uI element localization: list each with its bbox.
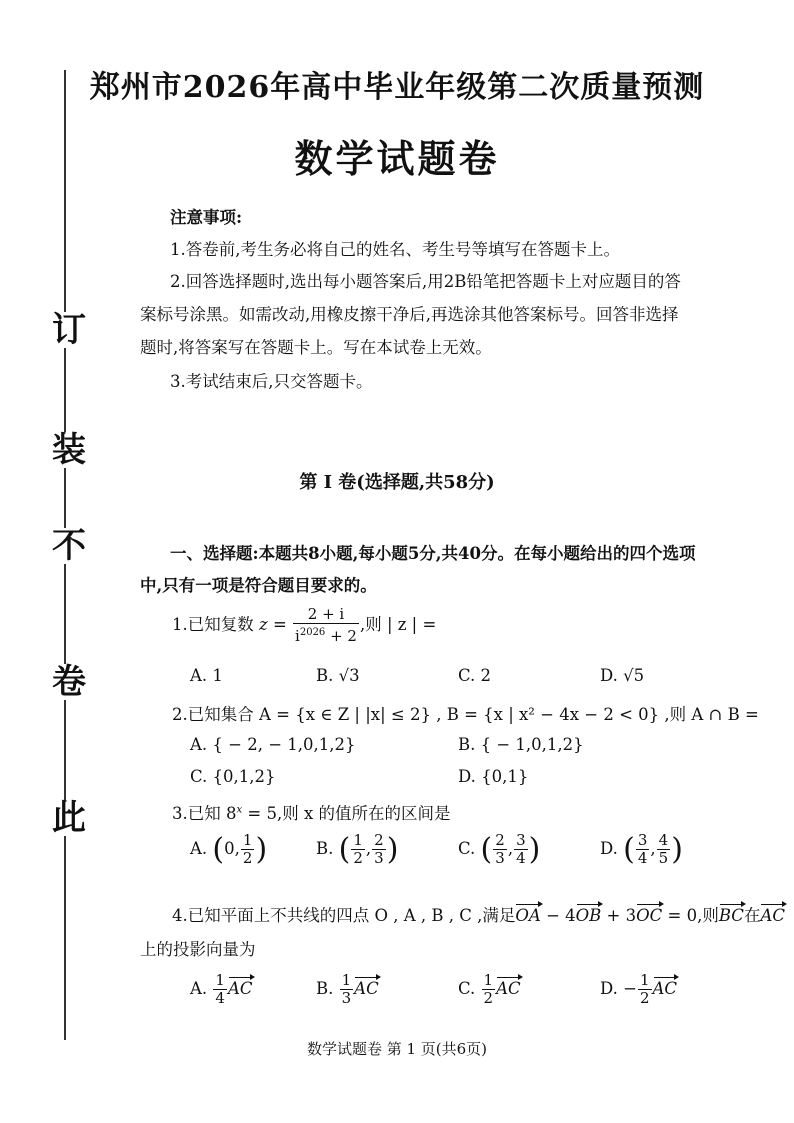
q3-option-b: B. ( $\frac{1}{2}$ , $\frac{2}{3}$ ): [316, 831, 399, 867]
page-footer: 数学试题卷 第 1 页(共6页): [306, 1040, 488, 1058]
q2-option-a: A. { − 2, − 1,0,1,2}: [190, 735, 356, 754]
notice-item-2: 2.回答选择题时,选出每小题答案后,用2B铅笔把答题卡上对应题目的答: [170, 272, 681, 291]
q1-var: z: [259, 615, 268, 634]
q1-fraction: [293, 606, 359, 645]
q3-option-c: C. ( $\frac{2}{3}$ , $\frac{3}{4}$ ): [458, 831, 541, 867]
binding-char-2: 卷: [52, 662, 86, 702]
q1-numerator: 2 + i: [293, 606, 359, 624]
q1-option-a: A. 1: [190, 666, 223, 685]
notice-item-2-cont2: 题时,将答案写在答题卡上。写在本试卷上无效。: [140, 338, 492, 357]
section-intro-2: 中,只有一项是符合题目要求的。: [140, 576, 377, 595]
notice-item-1: 1.答卷前,考生务必将自己的姓名、考生号等填写在答题卡上。: [170, 240, 620, 259]
binding-char-1: 此: [52, 798, 86, 838]
q1-prefix: 1.已知复数: [172, 615, 254, 634]
q3-option-a: A. (0, $\frac{1}{2}$ ): [190, 831, 268, 867]
q4-option-b: B. $\frac{1}{3}$ AC: [316, 971, 379, 1007]
question-2-stem: 2.已知集合 A = {x ∈ Z | |x| ≤ 2} , B = {x | x² − 4x − 2 < 0} ,则 A ∩ B =: [172, 705, 759, 724]
section-intro-1: 一、选择题:本题共8小题,每小题5分,共40分。在每小题给出的四个选项: [170, 544, 696, 563]
notice-item-3: 3.考试结束后,只交答题卡。: [170, 372, 373, 391]
q4-option-c: C. $\frac{1}{2}$ AC: [458, 971, 521, 1007]
q2-option-b: B. { − 1,0,1,2}: [458, 735, 584, 754]
q4-option-a: A. $\frac{1}{4}$ AC: [190, 971, 253, 1007]
q3-option-d: D. ( $\frac{3}{4}$ , $\frac{4}{5}$ ): [600, 831, 683, 867]
notice-heading: 注意事项:: [170, 208, 243, 227]
q1-denominator: $i^{2026} + 2$: [295, 627, 357, 645]
exam-title: 郑州市2026年高中毕业年级第二次质量预测: [89, 70, 705, 105]
question-1-stem: [172, 606, 436, 645]
q4-option-d: D. − $\frac{1}{2}$ AC: [600, 971, 678, 1007]
binding-char-5: 订: [52, 310, 86, 350]
question-4-stem-cont: 上的投影向量为: [140, 940, 256, 959]
q1-option-d: D. √5: [600, 666, 645, 685]
binding-char-3: 不: [52, 526, 86, 566]
question-4-stem: 4.已知平面上不共线的四点 O , A , B , C ,满足OA − 4OB + 3OC = 0,则BC在AC: [172, 906, 785, 925]
section-title: 第 Ⅰ 卷(选择题,共58分): [299, 472, 495, 493]
subject-title: 数学试题卷: [294, 136, 500, 181]
binding-char-4: 装: [52, 430, 86, 470]
q2-option-d: D. {0,1}: [458, 767, 529, 786]
q1-eq: =: [267, 615, 293, 634]
q1-option-c: C. 2: [458, 666, 492, 685]
q1-option-b: B. √3: [316, 666, 360, 685]
notice-item-2-cont1: 案标号涂黑。如需改动,用橡皮擦干净后,再选涂其他答案标号。回答非选择: [140, 305, 679, 324]
question-3-stem: 3.已知 $8^x = 5$,则 x 的值所在的区间是: [172, 804, 451, 823]
q2-option-c: C. {0,1,2}: [190, 767, 276, 786]
q1-suffix: ,则 | z | =: [359, 615, 437, 634]
